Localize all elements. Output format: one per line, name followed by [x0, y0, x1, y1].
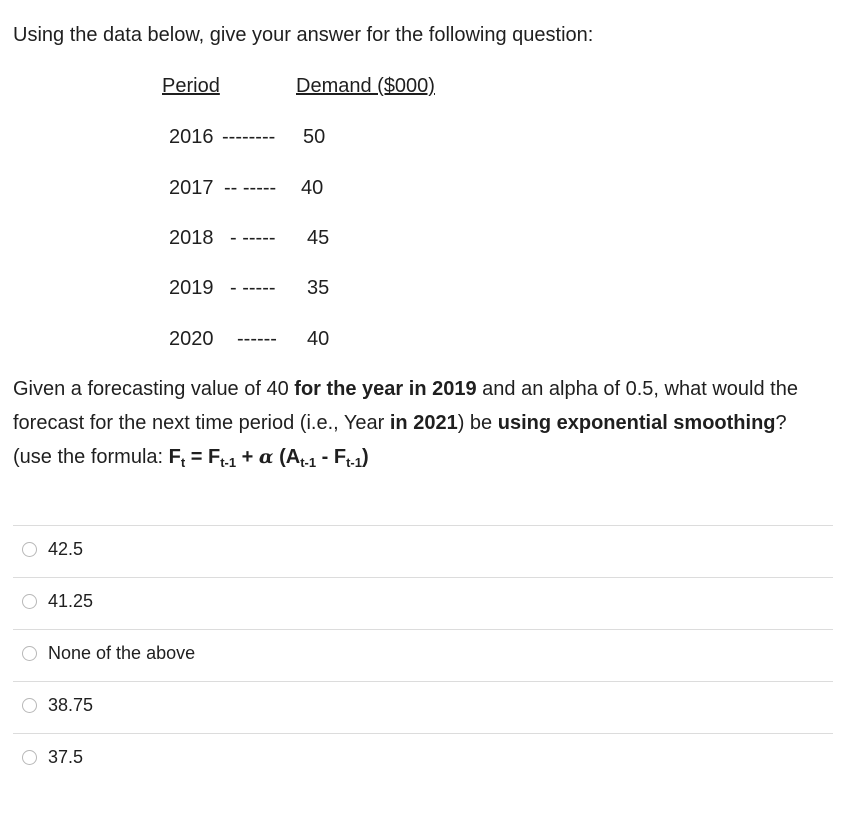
- table-header-demand: Demand ($000): [296, 75, 435, 97]
- formula: $F_t = F_{t-1} + \alpha$ $(A_{t-1} - F_{t-1})$: [168, 446, 369, 470]
- row-demand: 50: [303, 126, 326, 148]
- row-demand: 40: [301, 177, 324, 199]
- row-dashes: -- -----: [224, 177, 277, 199]
- table-header-period: Period: [162, 75, 220, 97]
- radio-button[interactable]: [22, 646, 37, 661]
- alpha-symbol: α: [258, 446, 274, 468]
- answer-option-label[interactable]: 42.5: [48, 539, 84, 559]
- answer-choices: [13, 525, 833, 785]
- answer-option[interactable]: [13, 681, 833, 733]
- table-row: [0, 277, 842, 307]
- radio-button[interactable]: [22, 594, 37, 609]
- row-dashes: --------: [222, 126, 276, 148]
- row-year: 2016: [169, 126, 214, 148]
- row-year: 2019: [169, 277, 214, 299]
- row-demand: 45: [307, 227, 330, 249]
- radio-button[interactable]: [22, 542, 37, 557]
- row-dashes: - -----: [230, 227, 276, 249]
- question-text: Given a forecasting value of 40 for the year in 2019 and an alpha of 0.5, what would the forecast for the next time period (i.e., Year in 2021) be using exponential smoothing? (use the formula: $F_t = F_{t-1} + \alpha$ $(A_{t-1} - F_{t-1})$: [13, 378, 798, 470]
- answer-option[interactable]: [13, 525, 833, 577]
- answer-option-label[interactable]: None of the above: [48, 643, 196, 663]
- answer-option-label[interactable]: 37.5: [48, 747, 84, 767]
- row-demand: 40: [307, 328, 330, 350]
- answer-option[interactable]: [13, 629, 833, 681]
- question-instruction: Using the data below, give your answer for the following question:: [13, 24, 594, 46]
- table-row: [0, 328, 842, 358]
- row-dashes: ------: [237, 328, 277, 350]
- answer-option-label[interactable]: 41.25: [48, 591, 94, 611]
- radio-button[interactable]: [22, 750, 37, 765]
- row-year: 2020: [169, 328, 214, 350]
- answer-option[interactable]: [13, 577, 833, 629]
- row-year: 2017: [169, 177, 214, 199]
- row-year: 2018: [169, 227, 214, 249]
- radio-button[interactable]: [22, 698, 37, 713]
- row-demand: 35: [307, 277, 330, 299]
- row-dashes: - -----: [230, 277, 276, 299]
- table-row: [0, 227, 842, 257]
- table-row: [0, 177, 842, 207]
- table-row: [0, 126, 842, 156]
- answer-option[interactable]: [13, 733, 833, 785]
- answer-option-label[interactable]: 38.75: [48, 695, 94, 715]
